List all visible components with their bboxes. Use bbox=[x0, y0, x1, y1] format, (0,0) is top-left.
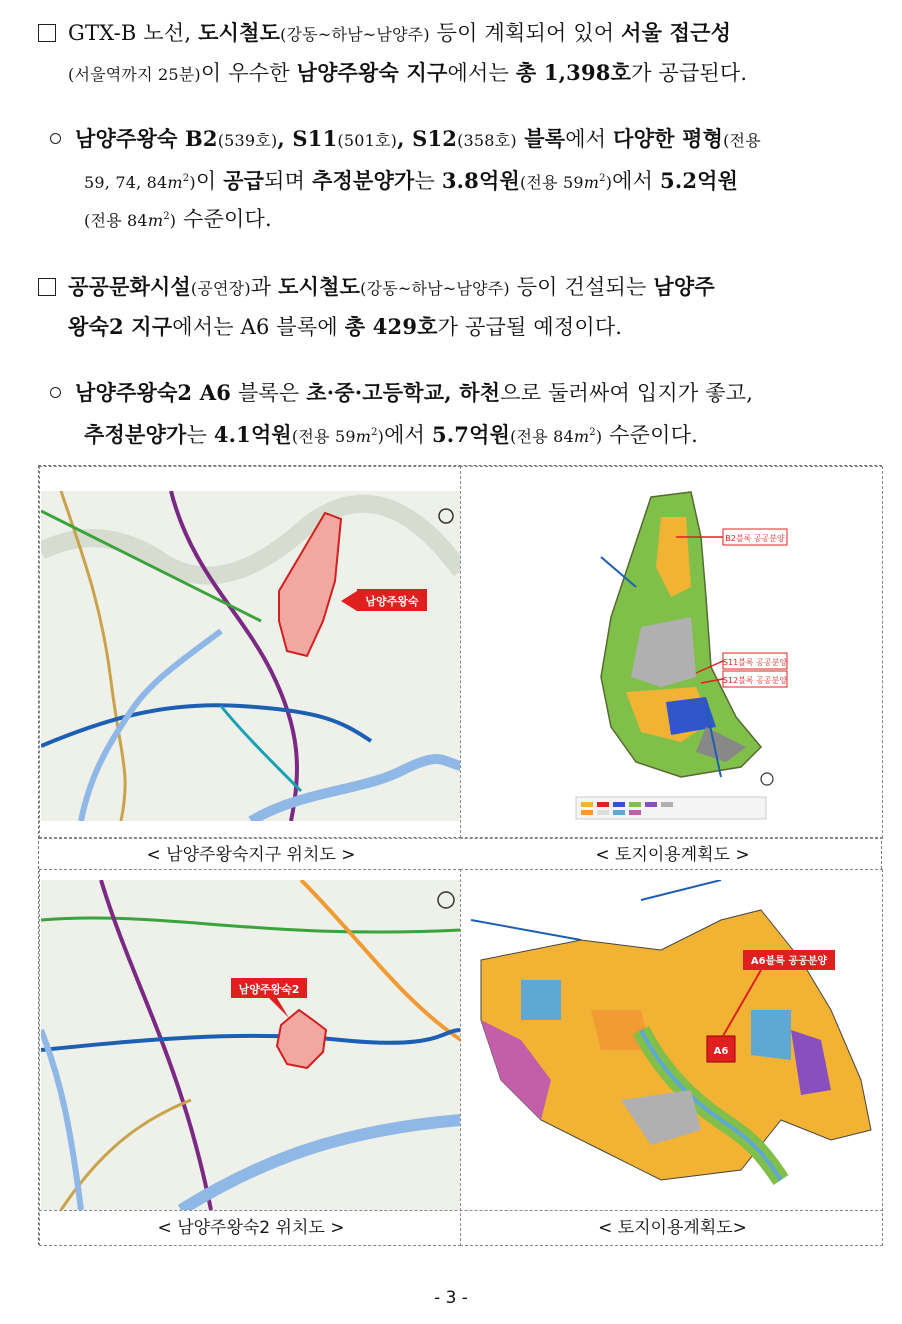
svg-text:남양주왕숙: 남양주왕숙 bbox=[365, 595, 419, 608]
circle-bullet-icon bbox=[50, 133, 61, 144]
map2-cell bbox=[39, 869, 461, 1246]
para2-line3: (전용 $84m^2$) 수준이다. bbox=[84, 207, 272, 231]
para4-line2: 추정분양가는 4.1억원(전용 $59m^2$)에서 5.7억원(전용 $84m^2$) 수준이다. bbox=[84, 422, 698, 447]
para2-line2: 59, 74, $84m^2$)이 공급되며 추정분양가는 3.8억원(전용 $59m^2$)에서 5.2억원 bbox=[84, 168, 739, 193]
caption-map2: < 남양주왕숙2 위치도 > bbox=[157, 1218, 345, 1238]
caption-plan1: < 토지이용계획도 > bbox=[595, 845, 750, 865]
square-bullet-icon bbox=[38, 24, 56, 42]
square-bullet-icon bbox=[38, 278, 56, 296]
svg-text:S12블록 공공분양: S12블록 공공분양 bbox=[722, 676, 788, 685]
map2-location-map bbox=[41, 880, 461, 1210]
grid-divider bbox=[39, 838, 883, 839]
para4-line1: 남양주왕숙2 A6 블록은 초·중·고등학교, 하천으로 둘러싸여 입지가 좋고, bbox=[50, 378, 753, 408]
plan2-cell bbox=[460, 869, 883, 1246]
plan2-landuse-map bbox=[461, 880, 884, 1210]
svg-text:A6블록 공공분양: A6블록 공공분양 bbox=[750, 956, 828, 967]
compass-icon bbox=[761, 773, 773, 785]
map1-cell bbox=[39, 466, 461, 865]
map1-location-map bbox=[41, 491, 461, 821]
svg-text:B2블록 공공분양: B2블록 공공분양 bbox=[725, 534, 785, 543]
para1-line1: GTX-B 노선, 도시철도(강동~하남~남양주) 등이 계획되어 있어 서울 접근성 bbox=[38, 18, 731, 50]
page-number: - 3 - bbox=[434, 1288, 468, 1308]
legend-icon bbox=[576, 797, 766, 819]
svg-text:A6: A6 bbox=[713, 1046, 729, 1057]
caption-map1: < 남양주왕숙지구 위치도 > bbox=[146, 845, 356, 865]
caption-plan2: < 토지이용계획도> bbox=[598, 1218, 747, 1238]
grid-divider bbox=[39, 1210, 883, 1211]
para3-line2: 왕숙2 지구에서는 A6 블록에 총 429호가 공급될 예정이다. bbox=[68, 314, 623, 339]
para3-line1: 공공문화시설(공연장)과 도시철도(강동~하남~남양주) 등이 건설되는 남양주 bbox=[38, 272, 715, 304]
svg-text:남양주왕숙2: 남양주왕숙2 bbox=[238, 983, 300, 996]
plan1-cell bbox=[460, 466, 883, 865]
plan1-landuse-map bbox=[461, 477, 884, 822]
circle-bullet-icon bbox=[50, 387, 61, 398]
para1-line2: (서울역까지 25분)이 우수한 남양주왕숙 지구에서는 총 1,398호가 공급된다. bbox=[68, 60, 748, 85]
svg-text:S11블록 공공분양: S11블록 공공분양 bbox=[722, 658, 788, 667]
para2-line1: 남양주왕숙 B2(539호), S11(501호), S12(358호) 블록에서 다양한 평형(전용 bbox=[50, 124, 761, 156]
figure-table bbox=[38, 465, 882, 1245]
